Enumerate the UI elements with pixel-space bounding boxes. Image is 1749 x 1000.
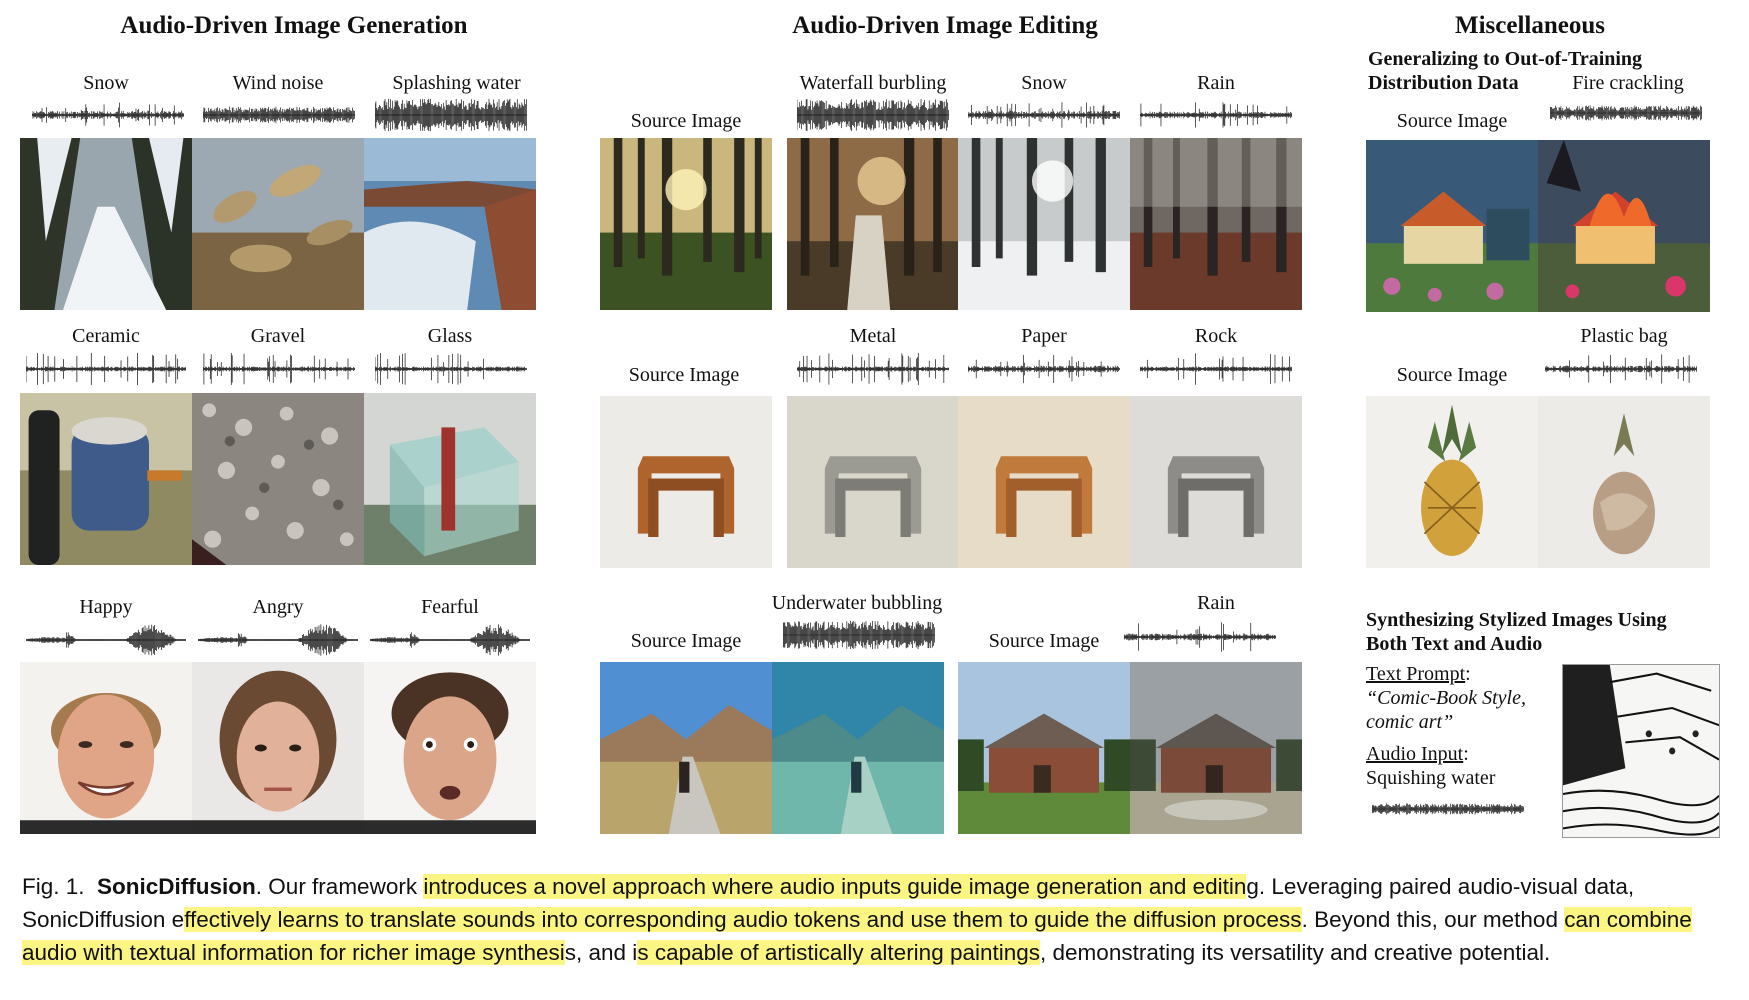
misc-source-painting-house xyxy=(1366,140,1538,312)
gen-waveform-splash xyxy=(375,98,527,132)
stylized-title-line2: Both Text and Audio xyxy=(1366,633,1543,655)
misc-section-title: Miscellaneous xyxy=(1455,12,1605,39)
misc-waveform-fire xyxy=(1550,98,1702,128)
caption-highlight-4: s capable of artistically altering paintings xyxy=(637,940,1041,965)
gen-image-glass-table xyxy=(364,393,536,565)
audio-input-colon: : xyxy=(1463,743,1469,765)
edit-waveform-metal xyxy=(797,352,949,386)
misc-waveform-plastic xyxy=(1545,352,1697,386)
gen-label-splash: Splashing water xyxy=(392,72,521,94)
edit-result-waterfall xyxy=(787,138,959,310)
audio-input-block xyxy=(1366,742,1546,790)
edit-label-rock: Rock xyxy=(1194,325,1238,347)
misc-source-label-2: Source Image xyxy=(1396,364,1508,386)
edit-result-rain-forest xyxy=(1130,138,1302,310)
edit-label-paper: Paper xyxy=(1021,325,1067,347)
edit-result-underwater-walker xyxy=(772,662,944,834)
ood-title-line1: Generalizing to Out-of-Training xyxy=(1368,48,1643,70)
edit-result-paper-tables xyxy=(958,396,1130,568)
edit-source-label-4: Source Image xyxy=(988,630,1100,652)
edit-waveform-paper xyxy=(968,352,1120,386)
gen-image-snow-road xyxy=(20,138,192,310)
edit-source-label-3: Source Image xyxy=(630,630,742,652)
misc-result-plastic-pineapple xyxy=(1538,396,1710,568)
gen-waveform-happy xyxy=(26,623,186,657)
caption-text-3: . Beyond this, our method xyxy=(1301,907,1565,932)
gen-waveform-wind xyxy=(203,98,355,132)
caption-highlight-2: ffectively learns to translate sounds into corresponding audio tokens and use them to guide the diffusion process xyxy=(184,907,1302,932)
edit-waveform-rain xyxy=(1140,98,1292,132)
edit-label-rain-house: Rain xyxy=(1197,592,1235,614)
edit-source-label-1: Source Image xyxy=(630,110,742,132)
gen-label-snow: Snow xyxy=(83,72,129,94)
edit-source-forest xyxy=(600,138,772,310)
stylized-title-line1: Synthesizing Stylized Images Using xyxy=(1366,609,1667,631)
gen-waveform-fearful xyxy=(370,623,530,657)
misc-label-fire: Fire crackling xyxy=(1572,72,1684,94)
edit-waveform-snow xyxy=(968,98,1120,132)
edit-label-metal: Metal xyxy=(849,325,897,347)
caption-text-2: g. Leveraging paired audio-visual data, SonicDiffusion e xyxy=(22,874,1635,932)
gen-image-gravel xyxy=(192,393,364,565)
edit-waveform-rain-house xyxy=(1124,620,1276,654)
caption-text-4: s, and i xyxy=(564,940,638,965)
edit-source-label-2: Source Image xyxy=(628,364,740,386)
ood-title-line2: Distribution Data xyxy=(1368,72,1519,94)
gen-label-wind: Wind noise xyxy=(232,72,324,94)
gen-image-angry-face xyxy=(192,662,364,834)
edit-waveform-rock xyxy=(1140,352,1292,386)
misc-label-plastic: Plastic bag xyxy=(1580,325,1668,347)
caption-highlight-1: introduces a novel approach where audio inputs guide image generation and editin xyxy=(423,874,1247,899)
caption-name: SonicDiffusion xyxy=(97,874,256,899)
text-prompt-value-1: “Comic-Book Style, xyxy=(1366,687,1526,709)
caption-text-5: , demonstrating its versatility and creative potential. xyxy=(1040,940,1551,965)
misc-result-burning-house xyxy=(1538,140,1710,312)
text-prompt-value-2: comic art” xyxy=(1366,711,1454,733)
text-prompt-block xyxy=(1366,662,1546,734)
edit-label-rain: Rain xyxy=(1197,72,1235,94)
edit-result-snow-forest xyxy=(958,138,1130,310)
audio-input-label: Audio Input xyxy=(1366,743,1464,765)
edit-result-metal-tables xyxy=(787,396,959,568)
caption-fig-label: Fig. 1. xyxy=(22,874,85,899)
gen-label-happy: Happy xyxy=(79,596,133,618)
gen-waveform-glass xyxy=(375,352,527,386)
gen-image-pampas-grass xyxy=(192,138,364,310)
gen-label-angry: Angry xyxy=(252,596,304,618)
figure-caption xyxy=(22,870,1722,969)
gen-image-splashing-water xyxy=(364,138,536,310)
edit-source-road-walker xyxy=(600,662,772,834)
edit-result-rain-house xyxy=(1130,662,1302,834)
misc-waveform-squishing xyxy=(1372,798,1524,820)
edit-source-nesting-tables xyxy=(600,396,772,568)
text-prompt-label: Text Prompt xyxy=(1366,663,1466,685)
edit-label-snow: Snow xyxy=(1021,72,1067,94)
gen-waveform-ceramic xyxy=(26,352,186,386)
edit-waveform-underwater xyxy=(783,620,935,650)
caption-highlight-3: can combine audio with textual information for richer image synthesi xyxy=(22,907,1692,965)
audio-input-value: Squishing water xyxy=(1366,767,1496,789)
gen-label-gravel: Gravel xyxy=(250,325,306,347)
gen-label-ceramic: Ceramic xyxy=(72,325,140,347)
misc-source-pineapple xyxy=(1366,396,1538,568)
gen-image-happy-face xyxy=(20,662,192,834)
generation-section-title: Audio-Driven Image Generation xyxy=(120,12,468,39)
editing-section-title: Audio-Driven Image Editing xyxy=(792,12,1098,39)
gen-label-glass: Glass xyxy=(427,325,473,347)
edit-label-waterfall: Waterfall burbling xyxy=(799,72,947,94)
edit-waveform-waterfall xyxy=(797,98,949,132)
gen-waveform-angry xyxy=(198,623,358,657)
gen-image-ceramic-mug xyxy=(20,393,192,565)
text-prompt-colon: : xyxy=(1465,663,1471,685)
edit-source-house xyxy=(958,662,1130,834)
misc-source-label-1: Source Image xyxy=(1396,110,1508,132)
gen-waveform-gravel xyxy=(203,352,355,386)
gen-label-fearful: Fearful xyxy=(421,596,479,618)
gen-waveform-snow xyxy=(32,98,184,132)
edit-label-underwater: Underwater bubbling xyxy=(771,592,943,614)
edit-result-rock-tables xyxy=(1130,396,1302,568)
caption-text-1: . Our framework xyxy=(255,874,424,899)
gen-image-fearful-face xyxy=(364,662,536,834)
misc-result-comic-art xyxy=(1562,664,1720,838)
